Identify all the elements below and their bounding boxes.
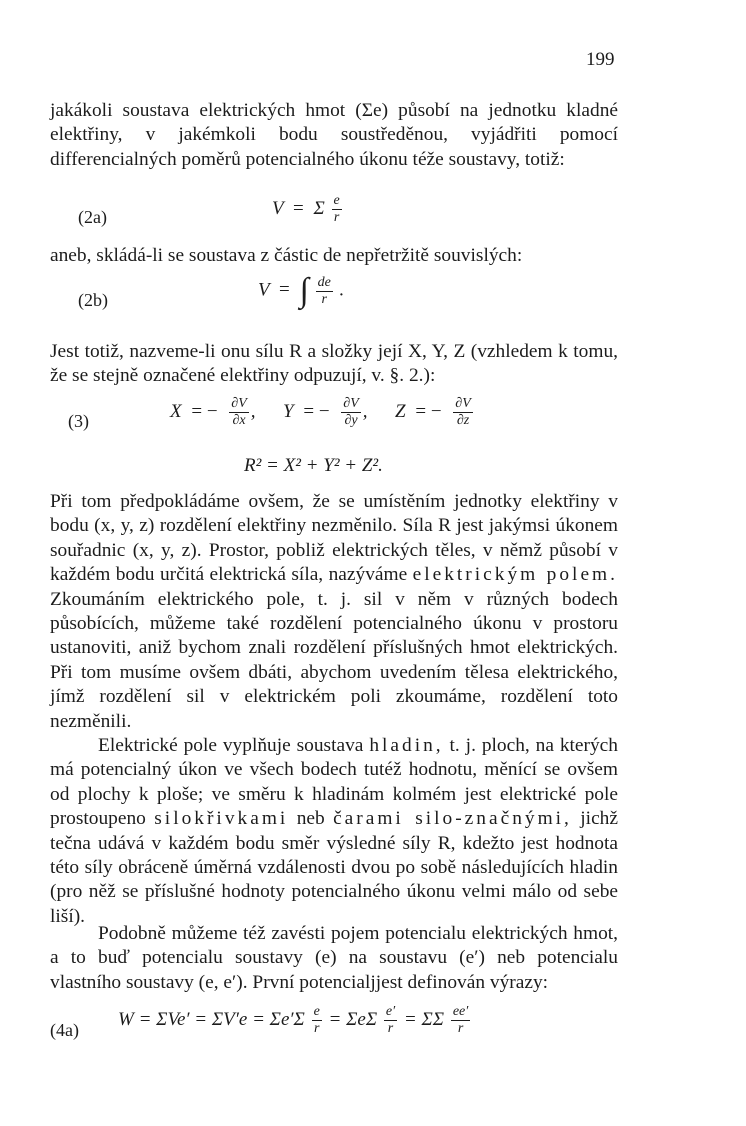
- text-run: jichž tečna udává v každém bodu směr výsledné síly R, kdežto jest hodnota této síly obráceně úměrná vzdálenosti dvou po sobě následujících hladin (pro něž se příslušné hodnoty potencialného úkonu velmi málo od sebe liší).: [50, 808, 618, 927]
- eq-sign: = −: [303, 400, 330, 422]
- eq-part: = ΣeΣ: [328, 1008, 378, 1030]
- eq-sigma: Σ: [313, 197, 325, 219]
- fraction-denominator: ∂x: [229, 412, 248, 429]
- eq-lhs: V: [258, 279, 270, 301]
- fraction-denominator: r: [332, 209, 342, 226]
- fraction-numerator: ∂V: [231, 396, 247, 411]
- eq-fraction: [316, 275, 333, 308]
- fraction-numerator: e: [313, 1004, 320, 1019]
- eq-sign: = −: [415, 400, 442, 422]
- fraction-denominator: r: [451, 1020, 471, 1037]
- equation-label-2a: (2a): [78, 207, 107, 227]
- text-run: Zkoumáním elektrického pole, t. j. sil v něm v různých bodech působících, můžeme také rozdělení potencialného úkonu v prostoru ustanoviti, aniž bychom znali rozdělení příslušných hmot elektrických. Při tom musíme ovšem dbáti, abychom uvedením tělesa elektrického, jímž rozdělení sil v elektrickém poli zkoumáme, rozdělení toto nezměnili.: [50, 588, 618, 732]
- fraction-denominator: r: [384, 1020, 397, 1037]
- equation-4a: [118, 1004, 472, 1037]
- fraction-denominator: r: [312, 1020, 322, 1037]
- paragraph-force: [50, 340, 618, 389]
- fraction-numerator: de: [317, 274, 331, 290]
- paragraph-text: Podobně můžeme též zavésti pojem potencialu elektrických hmot, a to buď potencialu soustavy (e) na soustavu (e′) neb potencialu vlastního soustavy (e, e′). První potencialjjest definován výrazy:: [50, 923, 618, 993]
- paragraph-text: aneb, skládá-li se soustava z částic de nepřetržitě souvislých:: [50, 245, 523, 266]
- emphasized-term: čarami silo-značnými,: [333, 808, 572, 830]
- eq-fraction-2: [384, 1004, 397, 1037]
- eq-sign: =: [279, 279, 290, 301]
- text-run: Elektrické pole vyplňuje soustava: [98, 735, 364, 756]
- text-run: t. j. ploch, na kterých má potencialný úkon ve všech bodech tutéž hodnotu, měnící se ovšem od plochy k ploše; ve směru k hladinám kolmém jest elektrické pole prostoupeno: [50, 735, 618, 830]
- eq-fraction-1: [312, 1004, 322, 1037]
- eq-sign: = −: [191, 400, 218, 422]
- paragraph-continuous: [50, 244, 618, 268]
- paragraph-potential: [50, 922, 618, 995]
- eq-x-lhs: X: [170, 400, 182, 422]
- eq-fraction: [332, 193, 342, 226]
- eq-separator: ,: [250, 400, 256, 422]
- fraction-numerator: ∂V: [343, 396, 359, 411]
- eq-fraction-z: [453, 396, 472, 429]
- equation-2b: [258, 272, 344, 310]
- equation-3: [170, 396, 475, 429]
- eq-y-lhs: Y: [283, 400, 294, 422]
- fraction-denominator: ∂y: [341, 412, 360, 429]
- paragraph-text: [50, 490, 618, 734]
- eq-z-lhs: Z: [395, 400, 406, 422]
- eq-sign: =: [293, 197, 304, 219]
- eq-period: .: [339, 279, 345, 301]
- equation-label-4a: (4a): [50, 1020, 79, 1040]
- fraction-numerator: ∂V: [455, 396, 471, 411]
- eq-fraction-y: [341, 396, 360, 429]
- equation-label-3: (3): [68, 411, 89, 431]
- eq-part: W = ΣVe′ = ΣV′e = Σe′Σ: [118, 1008, 305, 1030]
- text-run: neb: [296, 808, 325, 830]
- equation-label-2b: (2b): [78, 290, 108, 310]
- fraction-numerator: ee′: [452, 1004, 469, 1019]
- equation-2a: [272, 193, 344, 226]
- paragraph-text: Jest totiž, nazveme-li onu sílu R a složky její X, Y, Z (vzhledem k tomu, že se stejně označené elektřiny odpuzují, v. §. 2.):: [50, 341, 618, 387]
- eq-fraction-3: [451, 1004, 471, 1037]
- eq-fraction-x: [229, 396, 248, 429]
- paragraph-field: [50, 490, 618, 734]
- fraction-numerator: e′: [385, 1004, 396, 1019]
- emphasized-term: elektrickým polem.: [412, 564, 618, 586]
- text-run: Při tom předpokládáme ovšem, že se umístěním jednotky elektřiny v bodu (x, y, z) rozdělení elektřiny nezměnilo. Síla R jest jakýmsi úkonem souřadnic (x, y, z). Prostor, pobliž elektrických těles, v němž působí v každém bodu určitá elektrická síla, nazýváme: [50, 491, 618, 586]
- integral-sign: ∫: [299, 272, 309, 309]
- fraction-denominator: r: [316, 291, 333, 308]
- paragraph-text: jakákoli soustava elektrických hmot (Σe) působí na jednotku kladné elektřiny, v jakémkoli bodu soustředěnou, vyjádřiti pomocí differencialných poměrů potencialného úkonu téže soustavy, totiž:: [50, 100, 618, 170]
- fraction-denominator: ∂z: [453, 412, 472, 429]
- emphasized-term: silokřivkami: [154, 808, 289, 830]
- equation-3b: R² = X² + Y² + Z².: [244, 455, 383, 476]
- paragraph-text: [50, 734, 618, 929]
- emphasized-term: hladin,: [369, 735, 444, 756]
- paragraph-equipotential: [50, 734, 618, 929]
- paragraph-intro: [50, 99, 618, 172]
- fraction-numerator: e: [333, 193, 340, 208]
- eq-separator: ,: [362, 400, 368, 422]
- eq-part: = ΣΣ: [403, 1008, 445, 1030]
- page-number: 199: [586, 49, 615, 70]
- eq-lhs: V: [272, 197, 284, 219]
